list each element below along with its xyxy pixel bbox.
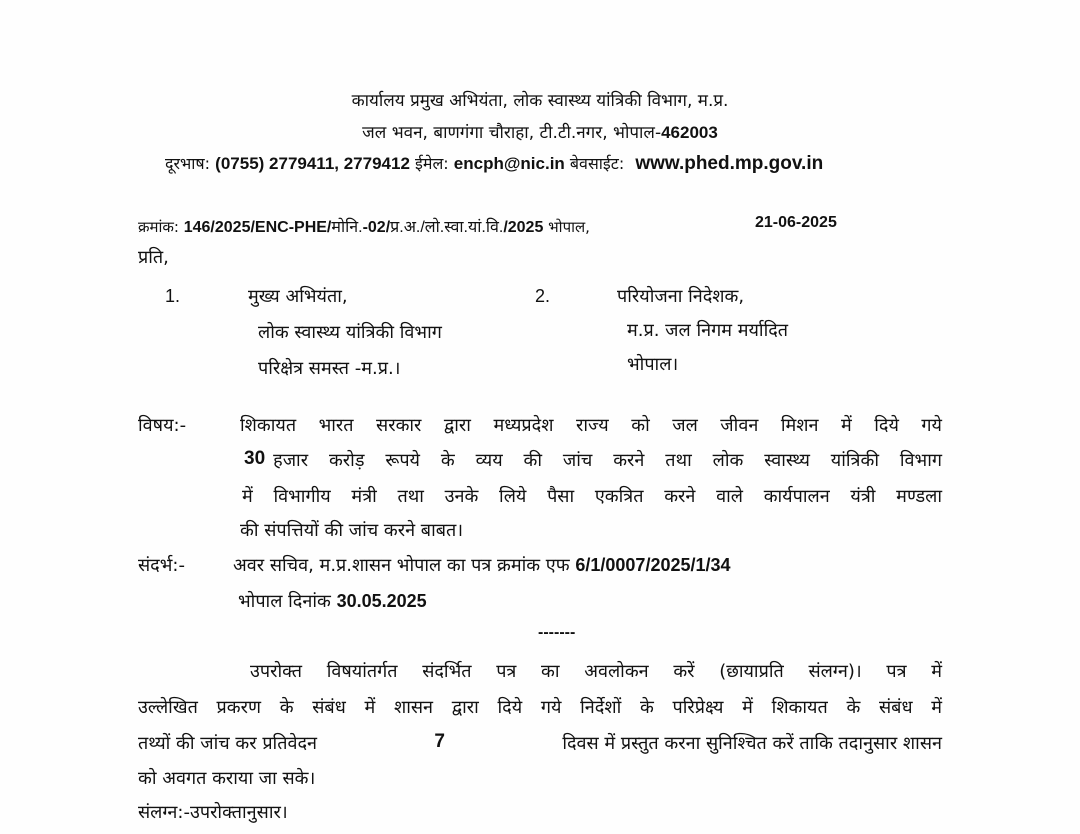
subject-line-1: शिकायत भारत सरकार द्वारा मध्यप्रदेश राज्य को जल जीवन मिशन में दिये गये [240, 415, 942, 436]
letterhead-address [0, 120, 1080, 143]
recipient-1-index: 1. [165, 286, 181, 306]
letter-date: 21-06-2025 [755, 214, 837, 231]
reference-label: क्रमांक: [138, 218, 179, 236]
recipient-1-line-1: मुख्य अभियंता, [248, 286, 348, 307]
recipient-2-line-1: परियोजना निदेशक, [617, 286, 745, 307]
recipient-1-line-3: परिक्षेत्र समस्त -म.प्र.। [258, 358, 401, 379]
email-link[interactable]: encph@nic.in [453, 154, 565, 173]
reference-letter-label: संदर्भ:- [138, 555, 185, 576]
separator: ------- [538, 624, 576, 641]
body-line-4: को अवगत कराया जा सके। [138, 768, 316, 789]
reference-number-line [138, 215, 590, 237]
subject-line-4: की संपत्तियों की जांच करने बाबत। [240, 520, 464, 541]
reference-number: 146/2025/ENC-PHE/मोनि.-02/प्र.अ./लो.स्वा.यां.वि./2025 [183, 219, 544, 236]
recipient-2-line-2: म.प्र. जल निगम मर्यादित [627, 320, 789, 341]
subject-label: विषय:- [138, 415, 187, 436]
reference-letter-line-1: अवर सचिव, म.प्र.शासन भोपाल का पत्र क्रमांक एफ 6/1/0007/2025/1/34 [233, 555, 731, 576]
letterhead-contact [165, 152, 823, 175]
website-label: बेवसाईट: [569, 154, 625, 173]
subject-amount: 30 [244, 448, 266, 469]
body-line-1: उपरोक्त विषयांतर्गत संदर्भित पत्र का अवलोकन करें (छायाप्रति संलग्न)। पत्र में [250, 661, 942, 682]
recipient-2-line-3: भोपाल। [627, 354, 679, 375]
reference-letter-number: 6/1/0007/2025/1/34 [575, 555, 731, 575]
recipient-2-index: 2. [535, 286, 551, 306]
body-line-3: तथ्यों की जांच कर प्रतिवेदन 7 दिवस में प्रस्तुत करना सुनिश्चित करें ताकि तदानुसार शासन [138, 731, 942, 754]
letterhead-office-line [0, 88, 1080, 111]
email-label: ईमेल: [415, 154, 449, 173]
office-name: कार्यालय प्रमुख अभियंता, लोक स्वास्थ्य यांत्रिकी विभाग, म.प्र. [351, 91, 729, 111]
enclosure-note: संलग्न:-उपरोक्तानुसार। [138, 802, 288, 823]
pincode: 462003 [661, 123, 718, 142]
website-link[interactable]: www.phed.mp.gov.in [635, 153, 824, 174]
phone-label: दूरभाष: [165, 154, 211, 173]
reference-letter-date: 30.05.2025 [336, 591, 427, 611]
reference-place: भोपाल, [548, 218, 590, 236]
to-label: प्रति, [138, 247, 169, 268]
address-text: जल भवन, बाणगंगा चौराहा, टी.टी.नगर, भोपाल- [362, 123, 662, 143]
subject-line-2: 30 हजार करोड़ रूपये के व्यय की जांच करने तथा लोक स्वास्थ्य यांत्रिकी विभाग [244, 448, 942, 471]
report-days: 7 [434, 731, 445, 752]
reference-letter-line-2: भोपाल दिनांक 30.05.2025 [238, 591, 427, 612]
subject-line-3: में विभागीय मंत्री तथा उनके लिये पैसा एकत्रित करने वाले कार्यपालन यंत्री मण्डला [242, 486, 942, 507]
phone-numbers: (0755) 2779411, 2779412 [215, 154, 410, 173]
body-line-2: उल्लेखित प्रकरण के संबंध में शासन द्वारा दिये गये निर्देशों के परिप्रेक्ष्य में शिकायत के संबंध में [138, 697, 942, 718]
recipient-1-line-2: लोक स्वास्थ्य यांत्रिकी विभाग [258, 322, 442, 343]
